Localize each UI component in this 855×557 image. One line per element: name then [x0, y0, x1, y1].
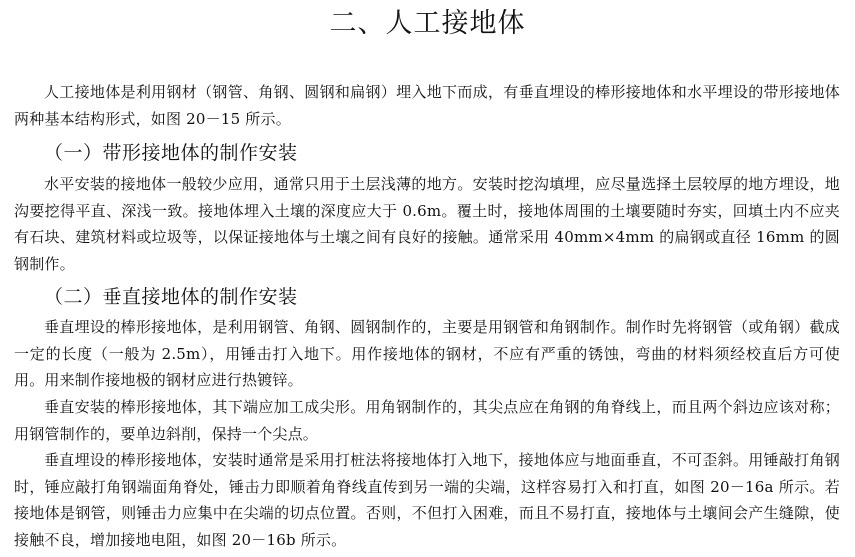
strip-electrode-paragraph: 水平安装的接地体一般较少应用，通常只用于土层浅薄的地方。安装时挖沟填埋，应尽量选择土层较厚的地方埋设，地沟要挖得平直、深浅一致。接地体埋入土壤的深度应大于 0.6m。覆土时，接地体周围的土壤要随时夯实，回填土内不应夹有石块、建筑材料或垃圾等，以保证接地体与土壤之间有良好的接触。通常采用 40mm×4mm 的扁钢或直径 16mm 的圆钢制作。	[14, 175, 840, 273]
vertical-electrode-paragraph-3: 垂直埋设的棒形接地体，安装时通常是采用打桩法将接地体打入地下，接地体应与地面垂直，不可歪斜。用锤敲打角钢时，锤应敲打角钢端面角脊处，锤击力即顺着角脊线直传到另一端的尖端，这样容易打入和打直，如图 20－16a 所示。若接地体是钢管，则锤击力应集中在尖端的切点位置。否则，不但打入困难，而且不易打直，接地体与土壤间会产生缝隙，使接触不良，增加接地电阻，如图 20－16b 所示。	[14, 451, 840, 549]
page-title: 二、人工接地体	[329, 8, 526, 39]
section-heading-vertical-electrode: （二）垂直接地体的制作安装	[44, 286, 298, 308]
vertical-electrode-paragraph-2: 垂直安装的棒形接地体，其下端应加工成尖形。用角钢制作的，其尖点应在角钢的角脊线上，而且两个斜边应该对称；用钢管制作的，要单边斜削，保持一个尖点。	[14, 398, 840, 443]
vertical-electrode-paragraph-1: 垂直埋设的棒形接地体，是利用钢管、角钢、圆钢制作的，主要是用钢管和角钢制作。制作时先将钢管（或角钢）截成一定的长度（一般为 2.5m），用锤击打入地下。用作接地体的钢材，不应有严重的锈蚀，弯曲的材料须经校直后方可使用。用来制作接地极的钢材应进行热镀锌。	[14, 318, 840, 389]
intro-paragraph: 人工接地体是利用钢材（钢管、角钢、圆钢和扁钢）埋入地下而成，有垂直埋设的棒形接地体和水平埋设的带形接地体两种基本结构形式，如图 20－15 所示。	[14, 83, 840, 128]
section-heading-strip-electrode: （一）带形接地体的制作安装	[44, 142, 298, 164]
